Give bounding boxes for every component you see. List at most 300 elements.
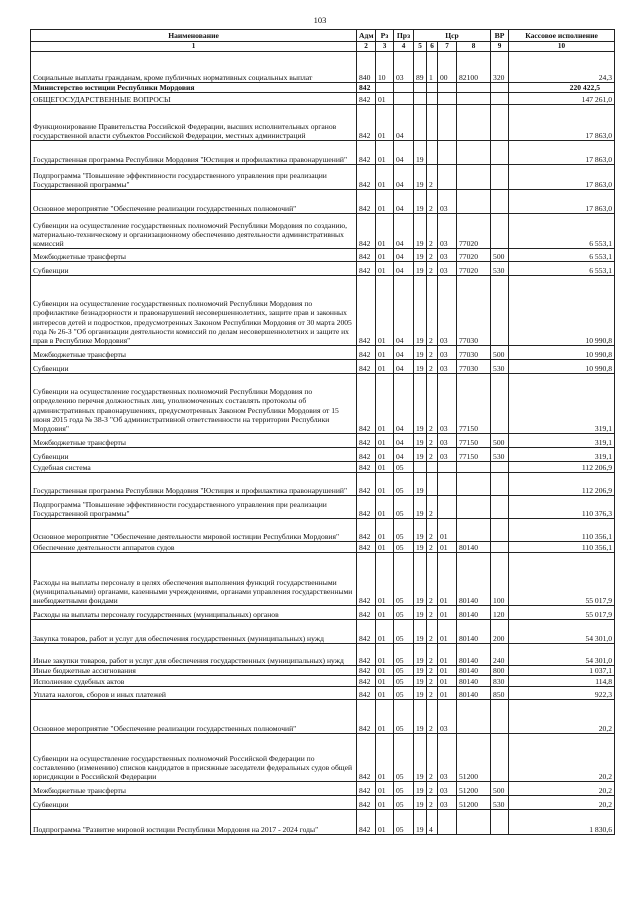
row-prz-code: 05	[394, 620, 414, 644]
row-csr-program: 19	[414, 782, 427, 796]
row-rz-code: 01	[376, 276, 394, 346]
row-vr-code	[491, 462, 509, 473]
row-vr-code: 500	[491, 434, 509, 448]
row-csr-direction	[457, 810, 491, 835]
row-vr-code: 530	[491, 796, 509, 810]
row-csr-direction	[457, 93, 491, 105]
row-csr-direction: 77030	[457, 276, 491, 346]
row-csr-activity: 03	[438, 346, 457, 360]
table-row	[31, 553, 615, 606]
row-prz-code: 05	[394, 700, 414, 734]
row-rz-code: 01	[376, 782, 394, 796]
row-vr-code	[491, 93, 509, 105]
column-number: 6	[427, 42, 438, 52]
row-vr-code	[491, 190, 509, 214]
header-name: Наименование	[31, 30, 357, 42]
row-vr-code	[491, 496, 509, 519]
row-csr-direction: 82100	[457, 52, 491, 83]
row-vr-code: 500	[491, 782, 509, 796]
row-csr-direction	[457, 83, 491, 93]
row-csr-activity: 01	[438, 687, 457, 700]
column-number: 1	[31, 42, 357, 52]
row-prz-code: 05	[394, 687, 414, 700]
row-amount: 55 017,9	[509, 606, 615, 620]
row-prz-code: 04	[394, 105, 414, 141]
row-csr-direction: 77020	[457, 249, 491, 262]
row-csr-activity: 01	[438, 620, 457, 644]
row-name: Основное мероприятие "Обеспечение деятельности мировой юстиции Республики Мордовия"	[31, 519, 357, 542]
row-csr-activity	[438, 141, 457, 165]
row-csr-activity	[438, 462, 457, 473]
column-number: 7	[438, 42, 457, 52]
column-number: 10	[509, 42, 615, 52]
row-vr-code	[491, 473, 509, 496]
row-name: Основное мероприятие "Обеспечение реализации государственных полномочий"	[31, 700, 357, 734]
row-prz-code	[394, 93, 414, 105]
row-csr-subprogram: 2	[427, 553, 438, 606]
row-vr-code: 530	[491, 448, 509, 462]
row-csr-activity: 03	[438, 448, 457, 462]
row-name: Иные закупки товаров, работ и услуг для обеспечения государственных (муниципальных) нужд	[31, 644, 357, 666]
row-adm-code: 842	[357, 810, 376, 835]
row-csr-subprogram: 2	[427, 606, 438, 620]
row-csr-program	[414, 105, 427, 141]
row-csr-program: 19	[414, 542, 427, 553]
table-row	[31, 276, 615, 346]
table-row	[31, 676, 615, 687]
table-row	[31, 687, 615, 700]
row-csr-activity: 01	[438, 676, 457, 687]
row-rz-code: 01	[376, 676, 394, 687]
row-csr-subprogram: 2	[427, 666, 438, 676]
row-csr-program: 19	[414, 606, 427, 620]
row-vr-code: 240	[491, 644, 509, 666]
row-name: Субвенции	[31, 448, 357, 462]
row-adm-code: 842	[357, 93, 376, 105]
row-csr-program: 19	[414, 346, 427, 360]
row-csr-direction: 51200	[457, 734, 491, 782]
row-csr-activity: 01	[438, 542, 457, 553]
row-adm-code: 842	[357, 519, 376, 542]
row-vr-code	[491, 214, 509, 249]
row-csr-program: 19	[414, 666, 427, 676]
row-name: Судебная система	[31, 462, 357, 473]
row-name: Субвенции на осуществление государственных полномочий Республики Мордовия по созданию, материально-техническому и организационному обеспечению деятельности административных комиссий	[31, 214, 357, 249]
row-adm-code: 842	[357, 249, 376, 262]
row-vr-code: 200	[491, 620, 509, 644]
row-rz-code: 01	[376, 448, 394, 462]
row-name: Исполнение судебных актов	[31, 676, 357, 687]
row-csr-program: 19	[414, 810, 427, 835]
row-rz-code: 01	[376, 434, 394, 448]
row-prz-code: 05	[394, 473, 414, 496]
row-rz-code: 01	[376, 620, 394, 644]
row-name: Межбюджетные трансферты	[31, 346, 357, 360]
row-csr-subprogram	[427, 83, 438, 93]
row-vr-code: 320	[491, 52, 509, 83]
row-csr-program: 19	[414, 249, 427, 262]
table-row	[31, 434, 615, 448]
row-csr-direction: 80140	[457, 676, 491, 687]
row-csr-direction: 80140	[457, 606, 491, 620]
table-row	[31, 374, 615, 434]
row-csr-subprogram	[427, 93, 438, 105]
row-csr-activity: 03	[438, 190, 457, 214]
row-prz-code: 04	[394, 249, 414, 262]
column-number: 8	[457, 42, 491, 52]
row-vr-code: 800	[491, 666, 509, 676]
row-vr-code: 850	[491, 687, 509, 700]
row-vr-code	[491, 276, 509, 346]
row-amount: 20,2	[509, 734, 615, 782]
row-csr-activity	[438, 496, 457, 519]
table-row	[31, 606, 615, 620]
row-csr-program: 19	[414, 620, 427, 644]
row-adm-code: 842	[357, 687, 376, 700]
row-prz-code: 03	[394, 52, 414, 83]
row-csr-direction: 80140	[457, 687, 491, 700]
row-adm-code: 842	[357, 676, 376, 687]
table-row	[31, 496, 615, 519]
row-adm-code: 842	[357, 666, 376, 676]
row-adm-code: 842	[357, 734, 376, 782]
row-csr-program: 19	[414, 519, 427, 542]
row-name: Министерство юстиции Республики Мордовия	[31, 83, 357, 93]
row-prz-code: 05	[394, 676, 414, 687]
column-number: 2	[357, 42, 376, 52]
header-amount: Кассовое исполнение	[509, 30, 615, 42]
page-number: 103	[313, 15, 327, 25]
row-adm-code: 842	[357, 496, 376, 519]
row-amount: 110 356,1	[509, 542, 615, 553]
row-amount: 114,8	[509, 676, 615, 687]
table-row	[31, 473, 615, 496]
row-csr-subprogram: 2	[427, 687, 438, 700]
table-row	[31, 214, 615, 249]
row-adm-code: 842	[357, 214, 376, 249]
row-csr-program: 19	[414, 165, 427, 190]
row-prz-code: 05	[394, 496, 414, 519]
row-csr-activity: 03	[438, 214, 457, 249]
row-name: Уплата налогов, сборов и иных платежей	[31, 687, 357, 700]
header-row	[31, 30, 615, 42]
table-row	[31, 165, 615, 190]
row-csr-activity: 01	[438, 519, 457, 542]
row-csr-direction: 77020	[457, 214, 491, 249]
row-rz-code: 01	[376, 700, 394, 734]
row-csr-program	[414, 462, 427, 473]
column-number-row	[31, 42, 615, 52]
row-csr-subprogram: 2	[427, 782, 438, 796]
table-row	[31, 644, 615, 666]
row-csr-activity: 03	[438, 796, 457, 810]
row-adm-code: 842	[357, 141, 376, 165]
row-amount: 17 863,0	[509, 105, 615, 141]
row-amount: 20,2	[509, 700, 615, 734]
row-prz-code: 04	[394, 434, 414, 448]
row-csr-direction: 77150	[457, 374, 491, 434]
header-csr: Цср	[414, 30, 491, 42]
row-amount: 319,1	[509, 374, 615, 434]
row-name: Социальные выплаты гражданам, кроме публичных нормативных социальных выплат	[31, 52, 357, 83]
row-amount: 10 990,8	[509, 346, 615, 360]
row-csr-direction	[457, 700, 491, 734]
row-vr-code: 530	[491, 360, 509, 374]
row-rz-code: 01	[376, 374, 394, 434]
table-row	[31, 620, 615, 644]
row-prz-code: 04	[394, 360, 414, 374]
row-prz-code: 05	[394, 644, 414, 666]
row-amount: 922,3	[509, 687, 615, 700]
row-name: Субвенции	[31, 360, 357, 374]
row-csr-subprogram: 2	[427, 434, 438, 448]
row-vr-code	[491, 83, 509, 93]
row-name: Межбюджетные трансферты	[31, 434, 357, 448]
row-prz-code: 05	[394, 810, 414, 835]
row-csr-program: 19	[414, 644, 427, 666]
row-prz-code: 04	[394, 214, 414, 249]
row-adm-code: 842	[357, 553, 376, 606]
row-vr-code	[491, 810, 509, 835]
row-adm-code: 842	[357, 262, 376, 276]
row-csr-program: 19	[414, 796, 427, 810]
row-csr-direction: 80140	[457, 666, 491, 676]
table-row	[31, 810, 615, 835]
table-row	[31, 734, 615, 782]
table-row	[31, 262, 615, 276]
row-rz-code: 01	[376, 93, 394, 105]
row-rz-code: 01	[376, 462, 394, 473]
row-csr-activity	[438, 83, 457, 93]
row-prz-code: 05	[394, 542, 414, 553]
row-rz-code: 01	[376, 190, 394, 214]
row-amount: 6 553,1	[509, 214, 615, 249]
row-rz-code: 01	[376, 360, 394, 374]
row-rz-code: 01	[376, 249, 394, 262]
row-csr-subprogram: 2	[427, 796, 438, 810]
row-csr-activity: 01	[438, 553, 457, 606]
row-csr-activity: 03	[438, 262, 457, 276]
row-rz-code: 01	[376, 105, 394, 141]
row-csr-direction	[457, 519, 491, 542]
table-row	[31, 249, 615, 262]
row-adm-code: 842	[357, 473, 376, 496]
column-number: 3	[376, 42, 394, 52]
row-name: Обеспечение деятельности аппаратов судов	[31, 542, 357, 553]
row-csr-subprogram: 2	[427, 346, 438, 360]
row-csr-direction: 80140	[457, 620, 491, 644]
row-prz-code: 05	[394, 796, 414, 810]
row-amount: 54 301,0	[509, 620, 615, 644]
row-adm-code: 842	[357, 542, 376, 553]
row-name: Субвенции на осуществление государственных полномочий Республики Мордовия по определению перечня должностных лиц, уполномоченных составлять протоколы об административных правонарушениях, предусмотренных Законом Республики Мордовия от 15 июня 2015 года № 38-З "Об административной ответственности на территории Республики Мордовия"	[31, 374, 357, 434]
row-csr-subprogram: 2	[427, 214, 438, 249]
row-name: Межбюджетные трансферты	[31, 249, 357, 262]
table-row	[31, 83, 615, 93]
row-csr-subprogram: 2	[427, 620, 438, 644]
row-csr-program: 19	[414, 700, 427, 734]
table-row	[31, 519, 615, 542]
row-csr-activity: 03	[438, 434, 457, 448]
row-csr-direction: 80140	[457, 542, 491, 553]
row-csr-activity: 03	[438, 276, 457, 346]
row-rz-code: 01	[376, 810, 394, 835]
row-csr-subprogram: 2	[427, 734, 438, 782]
row-csr-activity: 03	[438, 700, 457, 734]
row-name: Субвенции	[31, 262, 357, 276]
row-csr-direction: 80140	[457, 553, 491, 606]
row-rz-code: 01	[376, 141, 394, 165]
row-vr-code	[491, 105, 509, 141]
column-number: 4	[394, 42, 414, 52]
row-prz-code	[394, 83, 414, 93]
header-vr: ВР	[491, 30, 509, 42]
row-csr-subprogram: 2	[427, 542, 438, 553]
row-csr-activity: 00	[438, 52, 457, 83]
row-csr-subprogram	[427, 462, 438, 473]
row-amount: 24,3	[509, 52, 615, 83]
row-amount: 112 206,9	[509, 462, 615, 473]
row-csr-activity: 03	[438, 734, 457, 782]
row-name: Подпрограмма "Повышение эффективности государственного управления при реализации Государственной программы"	[31, 496, 357, 519]
column-number: 5	[414, 42, 427, 52]
row-csr-direction: 77150	[457, 434, 491, 448]
table-row	[31, 462, 615, 473]
row-vr-code	[491, 700, 509, 734]
row-csr-program: 19	[414, 434, 427, 448]
row-rz-code: 01	[376, 214, 394, 249]
row-amount: 110 356,1	[509, 519, 615, 542]
row-amount: 220 422,5	[509, 83, 615, 93]
row-csr-subprogram: 2	[427, 519, 438, 542]
row-adm-code: 840	[357, 52, 376, 83]
row-csr-program: 19	[414, 448, 427, 462]
row-amount: 10 990,8	[509, 360, 615, 374]
row-adm-code: 842	[357, 374, 376, 434]
table-row	[31, 666, 615, 676]
row-csr-activity: 03	[438, 360, 457, 374]
column-number: 9	[491, 42, 509, 52]
row-csr-program: 19	[414, 276, 427, 346]
row-csr-direction	[457, 141, 491, 165]
row-prz-code: 05	[394, 519, 414, 542]
table-row	[31, 105, 615, 141]
row-csr-program: 19	[414, 360, 427, 374]
row-rz-code: 01	[376, 542, 394, 553]
row-csr-program: 19	[414, 374, 427, 434]
row-vr-code	[491, 374, 509, 434]
row-vr-code	[491, 141, 509, 165]
row-name: Субвенции на осуществление государственных полномочий Республики Мордовия по профилактике безнадзорности и правонарушений несовершеннолетних, защите прав и законных интересов детей и подростков, предусмотренных Законом Республики Мордовия от 30 марта 2005 года № 26-З "Об организации деятельности комиссий по делам несовершеннолетних и защите их прав в Республике Мордовия"	[31, 276, 357, 346]
row-adm-code: 842	[357, 796, 376, 810]
row-prz-code: 05	[394, 782, 414, 796]
row-csr-activity: 01	[438, 666, 457, 676]
row-csr-activity: 01	[438, 644, 457, 666]
row-amount: 55 017,9	[509, 553, 615, 606]
row-amount: 10 990,8	[509, 276, 615, 346]
row-csr-program: 19	[414, 687, 427, 700]
row-adm-code: 842	[357, 190, 376, 214]
row-csr-program: 19	[414, 473, 427, 496]
row-name: Межбюджетные трансферты	[31, 782, 357, 796]
table-row	[31, 346, 615, 360]
row-csr-direction	[457, 190, 491, 214]
row-csr-subprogram: 2	[427, 249, 438, 262]
row-csr-subprogram: 4	[427, 810, 438, 835]
row-name: Основное мероприятие "Обеспечение реализации государственных полномочий"	[31, 190, 357, 214]
row-amount: 17 863,0	[509, 165, 615, 190]
row-csr-subprogram	[427, 473, 438, 496]
row-csr-activity: 03	[438, 782, 457, 796]
row-csr-activity: 03	[438, 249, 457, 262]
row-amount: 147 261,0	[509, 93, 615, 105]
row-csr-subprogram: 2	[427, 644, 438, 666]
row-csr-direction	[457, 473, 491, 496]
row-csr-program: 19	[414, 553, 427, 606]
row-csr-direction	[457, 496, 491, 519]
row-csr-activity	[438, 810, 457, 835]
row-csr-subprogram: 2	[427, 262, 438, 276]
row-prz-code: 04	[394, 448, 414, 462]
row-amount: 1 037,1	[509, 666, 615, 676]
row-csr-program: 19	[414, 214, 427, 249]
row-amount: 1 830,6	[509, 810, 615, 835]
row-name: Подпрограмма "Развитие мировой юстиции Республики Мордовия на 2017 - 2024 годы"	[31, 810, 357, 835]
table-row	[31, 52, 615, 83]
row-amount: 112 206,9	[509, 473, 615, 496]
row-csr-subprogram: 2	[427, 190, 438, 214]
row-adm-code: 842	[357, 276, 376, 346]
row-name: Функционирование Правительства Российской Федерации, высших исполнительных органов государственной власти субъектов Российской Федерации, местных администраций	[31, 105, 357, 141]
row-amount: 110 376,3	[509, 496, 615, 519]
row-csr-subprogram: 2	[427, 496, 438, 519]
row-prz-code: 04	[394, 262, 414, 276]
row-csr-direction: 51200	[457, 796, 491, 810]
row-rz-code: 01	[376, 796, 394, 810]
row-rz-code: 01	[376, 496, 394, 519]
row-csr-program: 19	[414, 190, 427, 214]
table-row	[31, 782, 615, 796]
row-name: Иные бюджетные ассигнования	[31, 666, 357, 676]
row-csr-direction	[457, 105, 491, 141]
row-amount: 17 863,0	[509, 141, 615, 165]
row-name: Расходы на выплаты персоналу в целях обеспечения выполнения функций государственными (муниципальными) органами, казенными учреждениями, органами управления государственными внебюджетными фондами	[31, 553, 357, 606]
row-adm-code: 842	[357, 83, 376, 93]
budget-execution-table	[30, 29, 615, 835]
row-vr-code: 100	[491, 553, 509, 606]
row-rz-code: 01	[376, 644, 394, 666]
row-csr-direction	[457, 462, 491, 473]
row-prz-code: 05	[394, 666, 414, 676]
row-vr-code: 120	[491, 606, 509, 620]
row-name: Государственная программа Республики Мордовия "Юстиция и профилактика правонарушений"	[31, 473, 357, 496]
row-csr-subprogram: 2	[427, 448, 438, 462]
row-prz-code: 04	[394, 141, 414, 165]
row-adm-code: 842	[357, 448, 376, 462]
table-row	[31, 141, 615, 165]
row-csr-direction: 77020	[457, 262, 491, 276]
row-csr-program	[414, 83, 427, 93]
row-vr-code	[491, 734, 509, 782]
row-adm-code: 842	[357, 434, 376, 448]
row-adm-code: 842	[357, 105, 376, 141]
row-prz-code: 04	[394, 190, 414, 214]
row-name: Субвенции	[31, 796, 357, 810]
row-csr-activity	[438, 165, 457, 190]
row-prz-code: 05	[394, 734, 414, 782]
row-csr-subprogram: 1	[427, 52, 438, 83]
row-csr-direction: 51200	[457, 782, 491, 796]
